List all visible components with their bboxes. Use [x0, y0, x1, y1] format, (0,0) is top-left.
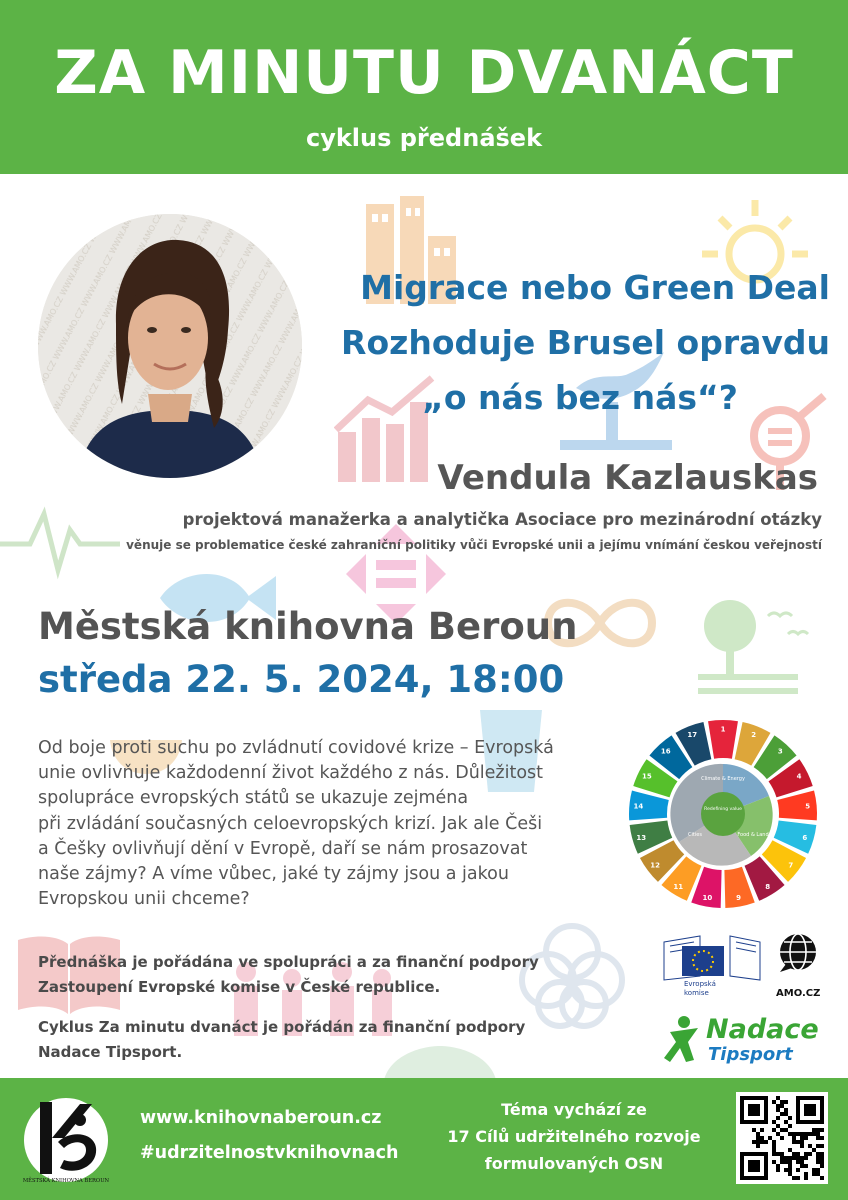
poster-title: ZA MINUTU DVANÁCT	[54, 38, 794, 108]
talk-title-line-3: „o nás bez nás“?	[422, 378, 738, 417]
library-logo	[14, 1090, 118, 1186]
event-description	[38, 736, 638, 912]
sdg-segment-number: 10	[702, 894, 713, 903]
amo-globe-logo	[776, 930, 820, 974]
description-line: naše zájmy? A víme vůbec, jaké ty zájmy jsou a jakou	[38, 864, 509, 885]
sdg-segment-number: 12	[650, 861, 661, 870]
sdg-segment-number: 8	[765, 882, 771, 891]
talk-title-line-2: Rozhoduje Brusel opravdu	[341, 323, 830, 362]
sdg-inner-label-value-title: Redefining value	[704, 807, 742, 812]
heartbeat-background-icon	[0, 500, 120, 580]
partner-note-line-2: Zastoupení Evropské komise v České republice.	[38, 978, 441, 996]
theme-line-3: formulovaných OSN	[484, 1154, 664, 1173]
description-line: spolupráce evropských států se ukazuje zejména	[38, 788, 469, 809]
sdg-segment-number: 17	[687, 731, 698, 740]
tree-birds-background-icon	[698, 596, 818, 700]
talk-title	[290, 260, 830, 425]
library-logo-text: MĚSTSKÁ KNIHOVNA BEROUN	[22, 1178, 110, 1184]
portrait-illustration	[38, 214, 302, 478]
tipsport-note-line-1: Cyklus Za minutu dvanáct je pořádán za finanční podpory	[38, 1018, 526, 1036]
sdg-segment-number: 7	[788, 861, 794, 870]
event-venue: Městská knihovna Beroun	[38, 605, 578, 648]
event-datetime: středa 22. 5. 2024, 18:00	[38, 658, 565, 701]
sdg-segment-number: 6	[802, 833, 808, 842]
description-line: při zvládání současných celoevropských krizí. Jak ale Češi	[38, 813, 543, 834]
theme-line-2: 17 Cílů udržitelného rozvoje	[447, 1127, 701, 1146]
talk-title-line-1: Migrace nebo Green Deal	[360, 268, 830, 307]
sdg-segment-number: 15	[642, 772, 652, 781]
sdg-inner-label-cities: Cities	[688, 832, 702, 838]
sdg-segment-number: 1	[720, 725, 726, 734]
qr-code-pattern	[740, 1096, 824, 1180]
speaker-role: projektová manažerka a analytička Asociace pro mezinárodní otázky	[182, 510, 822, 529]
theme-line-1: Téma vychází ze	[501, 1100, 647, 1119]
sdg-segment-number: 5	[805, 802, 811, 811]
tipsport-note	[38, 1015, 638, 1065]
partner-note	[38, 950, 638, 1000]
tipsport-word-nadace: Nadace	[706, 1014, 819, 1045]
eu-label-line-2: komise	[684, 989, 709, 997]
sdg-segment-number: 16	[660, 747, 671, 756]
speaker-name: Vendula Kazlauskas	[437, 458, 818, 498]
sdg-segment-number: 3	[777, 747, 783, 756]
sdg-inner-label-climate: Climate & Energy	[701, 776, 745, 782]
tipsport-word-tipsport: Tipsport	[708, 1044, 793, 1065]
sdg-wheel-logo	[627, 718, 819, 910]
description-line: unie ovlivňuje každodenní život každého z nás. Důležitost	[38, 763, 544, 784]
eu-label-line-1: Evropská	[684, 980, 716, 988]
library-website-link[interactable]: www.knihovnaberoun.cz	[140, 1108, 382, 1128]
footer-banner	[0, 1078, 848, 1200]
sdg-segment-number: 13	[636, 833, 647, 842]
sdg-segment-number: 2	[751, 731, 757, 740]
hashtag: #udrzitelnostvknihovnach	[140, 1143, 399, 1163]
sdg-segment-number: 14	[633, 802, 644, 811]
description-line: Evropskou unii chceme?	[38, 889, 250, 910]
sdg-inner-label-food: Food & Land	[737, 832, 769, 838]
european-commission-label	[684, 980, 716, 998]
amo-label: AMO.CZ	[776, 988, 821, 999]
speaker-focus: věnuje se problematice české zahraniční politiky vůči Evropské unii a jejímu vnímání českou veřejností	[126, 538, 822, 552]
description-line: Od boje proti suchu po zvládnutí covidové krize – Evropská	[38, 738, 554, 758]
sdg-theme-note	[436, 1096, 712, 1177]
poster-subtitle: cyklus přednášek	[305, 124, 543, 152]
sdg-segment-number: 11	[673, 882, 684, 891]
qr-code[interactable]	[736, 1092, 828, 1184]
speaker-portrait	[38, 214, 302, 478]
partner-note-line-1: Přednáška je pořádána ve spolupráci a za finanční podpory	[38, 953, 539, 971]
description-line: a Češky ovlivňují dění v Evropě, daří se nám prosazovat	[38, 838, 528, 859]
sdg-segment-number: 9	[736, 894, 742, 903]
tipsport-note-line-2: Nadace Tipsport.	[38, 1043, 183, 1061]
sdg-segment-number: 4	[796, 772, 802, 781]
